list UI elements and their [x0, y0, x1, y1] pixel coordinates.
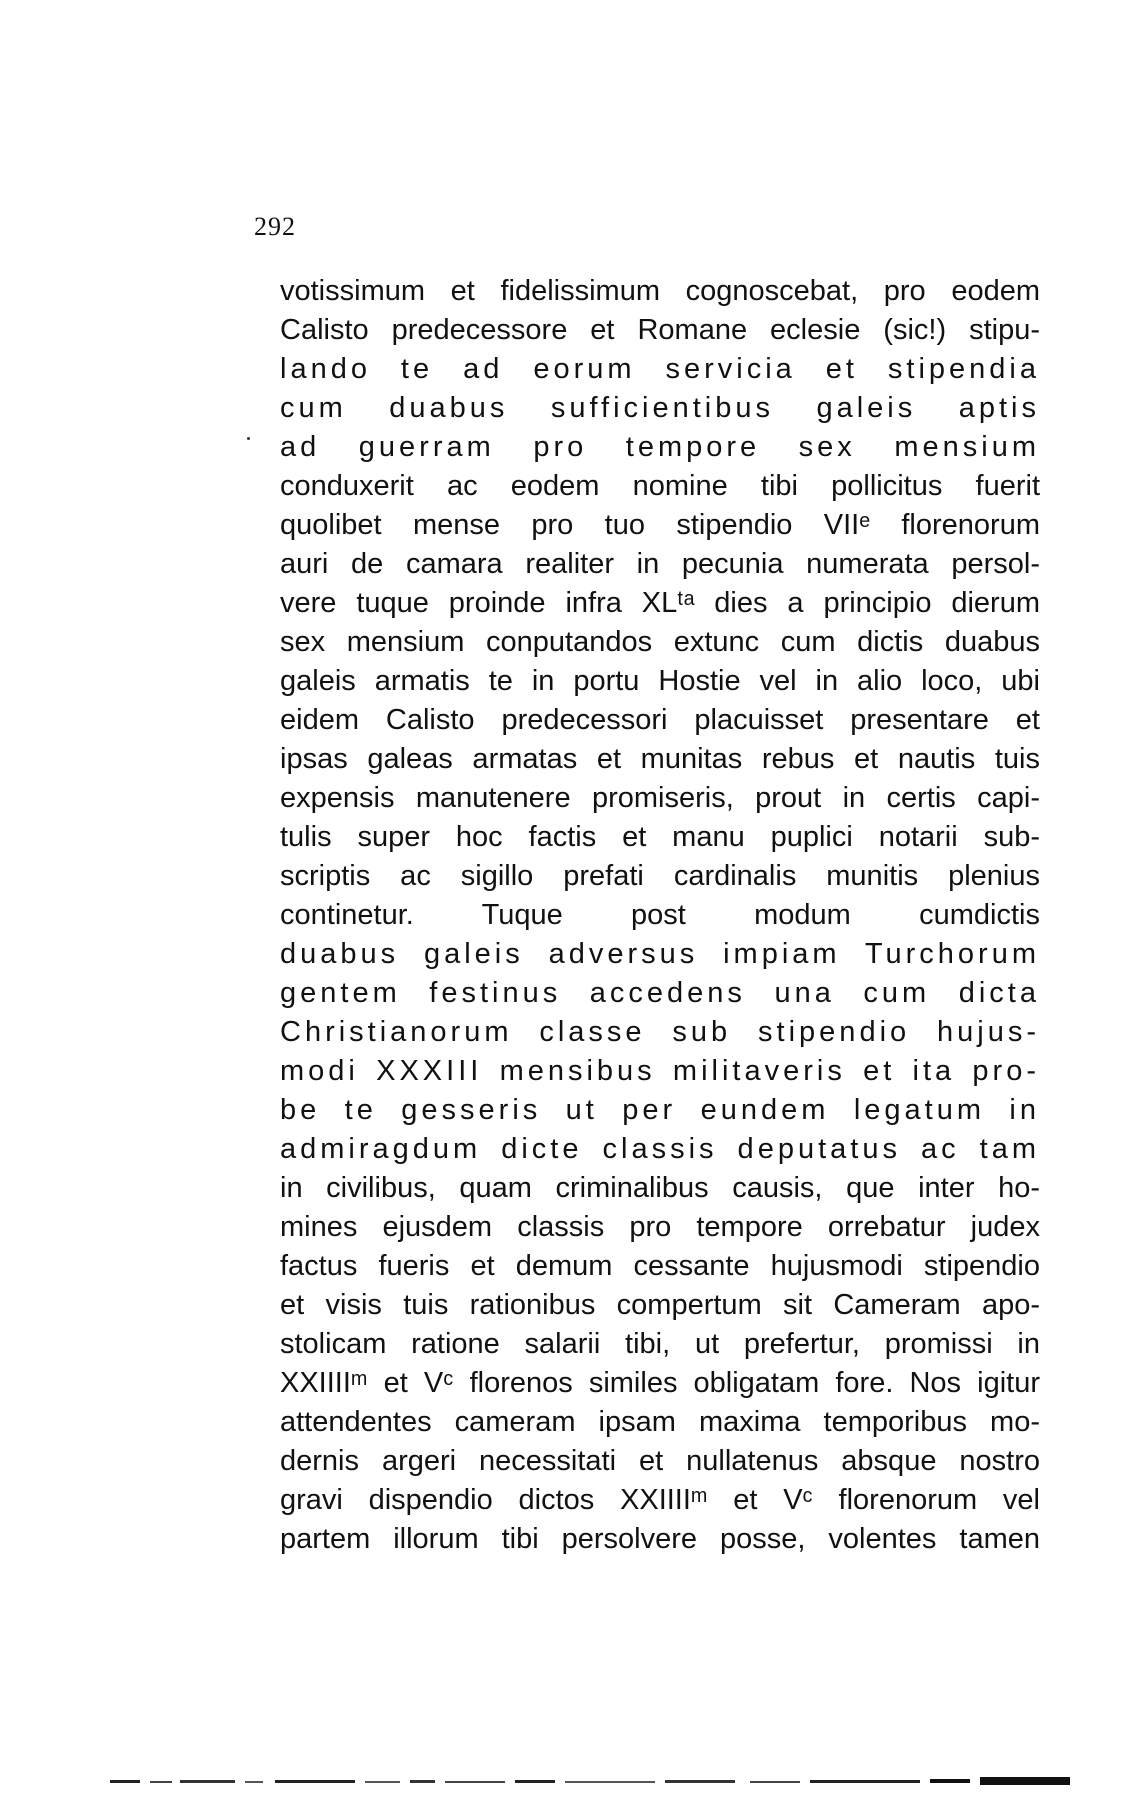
text-line: XXIIIIᵐ et Vᶜ florenos similes obligatam fore. Nos igitur	[280, 1367, 1040, 1399]
text-line: mines ejusdem classis pro tempore orrebatur judex	[280, 1211, 1040, 1243]
text-line: quolibet mense pro tuo stipendio VIIᵉ florenorum	[280, 509, 1040, 541]
text-line: factus fueris et demum cessante hujusmodi stipendio	[280, 1250, 1040, 1282]
text-line: stolicam ratione salarii tibi, ut prefertur, promissi in	[280, 1328, 1040, 1360]
scan-artifact-line	[110, 1776, 1090, 1788]
text-line: sex mensium conputandos extunc cum dictis duabus	[280, 626, 1040, 658]
text-line: dernis argeri necessitati et nullatenus absque nostro	[280, 1445, 1040, 1477]
text-line: vere tuque proinde infra XLᵗᵃ dies a principio dierum	[280, 587, 1040, 619]
text-line: cum duabus sufficientibus galeis aptis	[280, 392, 1040, 424]
text-line: tulis super hoc factis et manu puplici notarii sub-	[280, 821, 1040, 853]
text-line: gravi dispendio dictos XXIIIIᵐ et Vᶜ florenorum vel	[280, 1484, 1040, 1516]
text-line: expensis manutenere promiseris, prout in certis capi-	[280, 782, 1040, 814]
text-line: scriptis ac sigillo prefati cardinalis munitis plenius	[280, 860, 1040, 892]
text-line: Christianorum classe sub stipendio hujus-	[280, 1016, 1040, 1048]
text-line: attendentes cameram ipsam maxima temporibus mo-	[280, 1406, 1040, 1438]
page-number: 292	[254, 212, 296, 241]
text-line: ad guerram pro tempore sex mensium	[280, 431, 1040, 463]
text-line: in civilibus, quam criminalibus causis, que inter ho-	[280, 1172, 1040, 1204]
text-line: continetur. Tuque post modum cumdictis	[280, 899, 1040, 931]
text-line: admiragdum dicte classis deputatus ac tam	[280, 1133, 1040, 1165]
text-line: et visis tuis rationibus compertum sit Cameram apo-	[280, 1289, 1040, 1321]
text-line: galeis armatis te in portu Hostie vel in alio loco, ubi	[280, 665, 1040, 697]
text-line: partem illorum tibi persolvere posse, volentes tamen	[280, 1523, 1040, 1555]
text-line: gentem festinus accedens una cum dicta	[280, 977, 1040, 1009]
text-line: auri de camara realiter in pecunia numerata persol-	[280, 548, 1040, 580]
text-line: duabus galeis adversus impiam Turchorum	[280, 938, 1040, 970]
body-text	[280, 272, 1040, 1559]
text-line: lando te ad eorum servicia et stipendia	[280, 353, 1040, 385]
margin-speck	[247, 437, 250, 440]
text-line: modi XXXIII mensibus militaveris et ita pro-	[280, 1055, 1040, 1087]
text-line: conduxerit ac eodem nomine tibi pollicitus fuerit	[280, 470, 1040, 502]
text-line: eidem Calisto predecessori placuisset presentare et	[280, 704, 1040, 736]
text-line: Calisto predecessore et Romane eclesie (sic!) stipu-	[280, 314, 1040, 346]
text-line: votissimum et fidelissimum cognoscebat, pro eodem	[280, 275, 1040, 307]
text-line: ipsas galeas armatas et munitas rebus et nautis tuis	[280, 743, 1040, 775]
text-line: be te gesseris ut per eundem legatum in	[280, 1094, 1040, 1126]
